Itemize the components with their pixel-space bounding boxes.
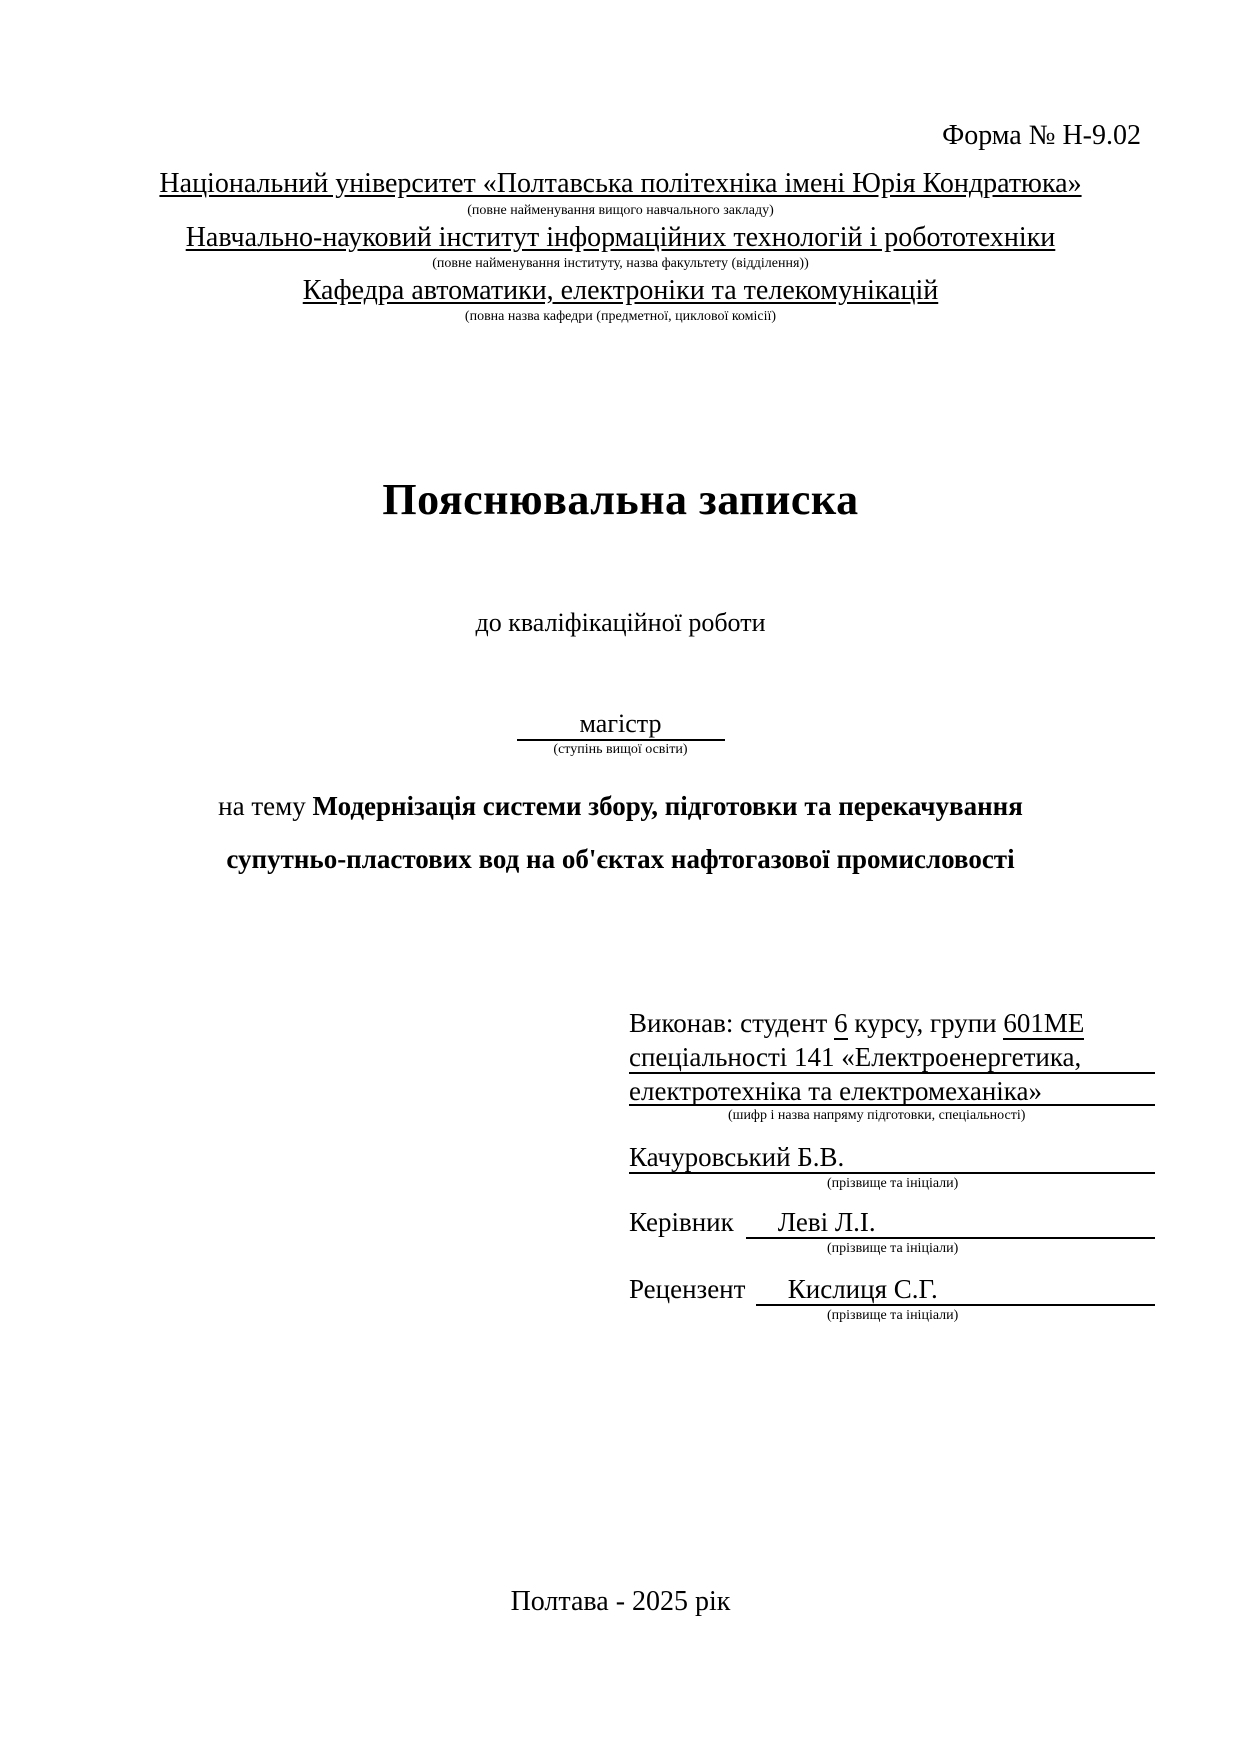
specialty-line1-text: спеціальності 141 «Електроенергетика, bbox=[629, 1042, 1082, 1072]
author-name-hint: (прізвище та ініціали) bbox=[827, 1176, 959, 1191]
specialty-line2-underline bbox=[629, 1104, 1155, 1106]
department-name: Кафедра автоматики, електроніки та телекомунікацій bbox=[302, 275, 939, 306]
supervisor-hint: (прізвище та ініціали) bbox=[827, 1241, 959, 1256]
author-name-line bbox=[629, 1142, 1155, 1172]
institute-hint: (повне найменування інституту, назва факультету (відділення)) bbox=[432, 256, 809, 271]
reviewer-label: Рецензент bbox=[629, 1274, 746, 1304]
supervisor-line bbox=[629, 1207, 1155, 1237]
supervisor-name: Леві Л.І. bbox=[777, 1207, 876, 1237]
reviewer-underline bbox=[756, 1304, 1155, 1306]
degree-value: магістр bbox=[517, 709, 725, 741]
supervisor-underline bbox=[746, 1237, 1155, 1239]
topic-prefix: на тему bbox=[218, 791, 306, 821]
specialty-line2-text: електротехніка та електромеханіка» bbox=[629, 1076, 1042, 1106]
author-line bbox=[629, 1008, 1155, 1040]
reviewer-line bbox=[629, 1274, 1155, 1304]
degree-hint: (ступінь вищої освіти) bbox=[553, 742, 688, 757]
reviewer-hint: (прізвище та ініціали) bbox=[827, 1308, 959, 1323]
specialty-hint: (шифр і назва напряму підготовки, спеціальності) bbox=[728, 1108, 1026, 1123]
topic-line1: Модернізація системи збору, підготовки та перекачування bbox=[312, 791, 1023, 821]
specialty-line1-underline bbox=[629, 1072, 1155, 1074]
document-subtitle: до кваліфікаційної роботи bbox=[475, 608, 766, 637]
reviewer-name: Кислиця С.Г. bbox=[787, 1274, 938, 1304]
city-year: Полтава - 2025 рік bbox=[510, 1586, 731, 1617]
author-course-label: курсу, групи bbox=[854, 1008, 997, 1038]
author-group: 601МЕ bbox=[1003, 1008, 1085, 1038]
university-hint: (повне найменування вищого навчального закладу) bbox=[467, 203, 774, 218]
university-name: Національний університет «Полтавська політехніка імені Юрія Кондратюка» bbox=[159, 168, 1082, 199]
department-hint: (повна назва кафедри (предметної, циклової комісії) bbox=[464, 309, 777, 324]
specialty-line1 bbox=[629, 1042, 1155, 1072]
author-name: Качуровський Б.В. bbox=[629, 1142, 845, 1172]
author-label: Виконав: студент bbox=[629, 1008, 828, 1038]
supervisor-label: Керівник bbox=[629, 1207, 734, 1237]
degree-field bbox=[0, 709, 1241, 741]
form-number: Форма № Н-9.02 bbox=[942, 120, 1141, 151]
document-title: Пояснювальна записка bbox=[382, 475, 859, 524]
author-name-underline bbox=[629, 1172, 1155, 1174]
topic bbox=[0, 780, 1241, 886]
topic-line2: супутньо-пластових вод на об'єктах нафтогазової промисловості bbox=[226, 844, 1015, 874]
institute-name: Навчально-науковий інститут інформаційних технологій і робототехніки bbox=[185, 222, 1056, 253]
specialty-line2 bbox=[629, 1076, 1155, 1106]
author-course: 6 bbox=[834, 1008, 848, 1038]
